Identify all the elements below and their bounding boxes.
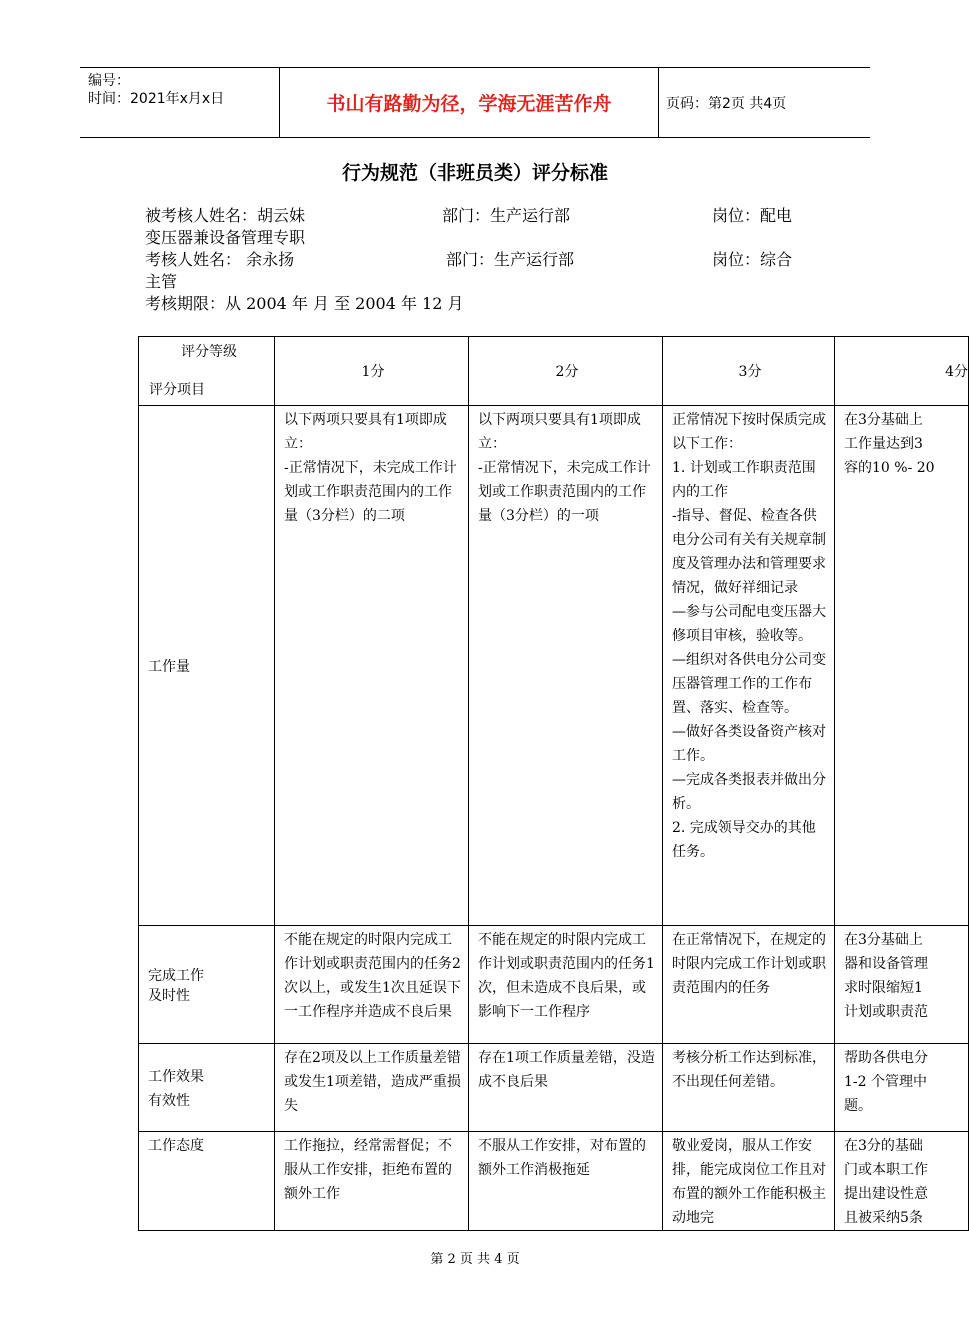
criteria-cell: 帮助各供电分 1-2 个管理中 题。 (835, 1044, 969, 1132)
number-label: 编号： (88, 73, 130, 89)
criteria-cell: 不服从工作安排，对布置的额外工作消极拖延 (469, 1132, 663, 1231)
criteria-cell: 以下两项只要具有1项即成立： -正常情况下，未完成工作计划或工作职责范围内的工作量（3分栏）的一项 (469, 406, 663, 926)
criteria-cell: 考核分析工作达到标准，不出现任何差错。 (663, 1044, 835, 1132)
assessment-period: 考核期限：从 2004 年 月 至 2004 年 12 月 (145, 294, 464, 313)
assessee-dept: 部门：生产运行部 (442, 206, 571, 225)
assessee-name: 被考核人姓名：胡云妹 (145, 206, 306, 225)
row-item-label: 完成工作 及时性 (139, 926, 275, 1044)
header-meta (80, 68, 280, 137)
page-title: 行为规范（非班员类）评分标准 (341, 162, 608, 184)
header-motto: 书山有路勤为径，学海无涯苦作舟 (280, 68, 659, 137)
scoring-table (138, 336, 969, 1231)
criteria-cell: 不能在规定的时限内完成工作计划或职责范围内的任务1次，但未造成不良后果，或影响下一工作程序 (469, 926, 663, 1044)
criteria-cell: 存在2项及以上工作质量差错或发生1项差错，造成严重损失 (275, 1044, 469, 1132)
corner-grade-label: 评分等级 (181, 344, 237, 360)
criteria-cell: 不能在规定的时限内完成工作计划或职责范围内的任务2次以上，或发生1次且延误下一工作程序并造成不良后果 (275, 926, 469, 1044)
table-row (139, 1044, 969, 1132)
table-header-row (139, 337, 969, 406)
criteria-cell: 在3分的基础 门或本职工作 提出建设性意 且被采纳5条 (835, 1132, 969, 1231)
assessor-post: 岗位：综合 (712, 250, 793, 269)
header-page-label: 页码：第2页 共4页 (666, 95, 787, 112)
grade-header: 1分 (275, 337, 469, 406)
time-label: 时间：2021年x月x日 (88, 91, 225, 107)
criteria-cell: 在正常情况下，在规定的时限内完成工作计划或职责范围内的任务 (663, 926, 835, 1044)
assessee-post: 岗位：配电 (712, 206, 793, 225)
table-row (139, 1132, 969, 1231)
table-row (139, 926, 969, 1044)
criteria-cell: 敬业爱岗，服从工作安排，能完成岗位工作且对布置的额外工作能积极主动地完 (663, 1132, 835, 1231)
table-row (139, 406, 969, 926)
criteria-cell: 正常情况下按时保质完成以下工作： 1. 计划或工作职责范围内的工作 -指导、督促、检查各供电分公司有关有关规章制度及管理办法和管理要求情况，做好祥细记录 —参与公司配电变压器大修项目审核，验收等。 —组织对各供电分公司变压器管理工作的工作布置、落实、检查等。 —做好各类设备资产核对工作。 —完成各类报表并做出分析。 2. 完成领导交办的其他任务。 (663, 406, 835, 926)
grade-header: 4分 (835, 337, 969, 406)
corner-item-label: 评分项目 (149, 382, 205, 398)
criteria-cell: 工作拖拉，经常需督促；不服从工作安排，拒绝布置的额外工作 (275, 1132, 469, 1231)
row-item-label: 工作态度 (139, 1132, 275, 1231)
criteria-cell: 存在1项工作质量差错，没造成不良后果 (469, 1044, 663, 1132)
document-header (80, 67, 870, 138)
grade-header: 2分 (469, 337, 663, 406)
page-footer: 第 2 页 共 4 页 (430, 1252, 520, 1267)
criteria-cell: 在3分基础上 器和设备管理 求时限缩短1 计划或职责范 (835, 926, 969, 1044)
row-item-label: 工作量 (139, 406, 275, 926)
row-item-label: 工作效果 有效性 (139, 1044, 275, 1132)
criteria-cell: 以下两项只要具有1项即成立： -正常情况下，未完成工作计划或工作职责范围内的工作量（3分栏）的二项 (275, 406, 469, 926)
assessor-post-cont: 主管 (145, 272, 178, 291)
corner-cell (139, 337, 275, 406)
assessee-post-cont: 变压器兼设备管理专职 (145, 228, 306, 247)
assessor-name: 考核人姓名： 余永扬 (145, 250, 295, 269)
grade-header: 3分 (663, 337, 835, 406)
criteria-cell: 在3分基础上 工作量达到3 容的10 %- 20 (835, 406, 969, 926)
assessor-dept: 部门：生产运行部 (446, 250, 575, 269)
